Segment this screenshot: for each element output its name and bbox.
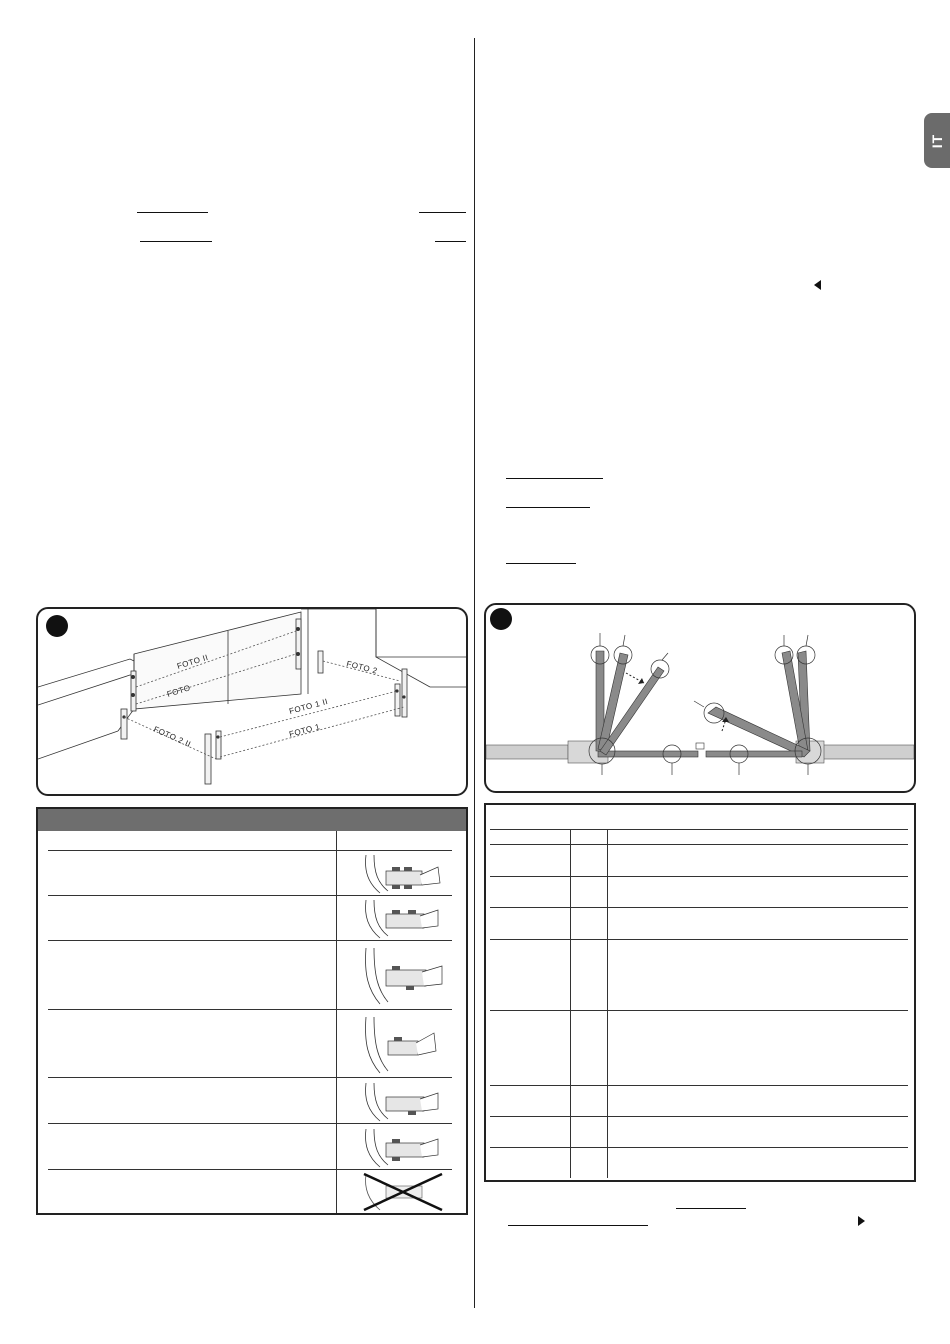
underline-mark: [419, 212, 466, 213]
table-row-line: [48, 1123, 452, 1124]
photocell-icon: [358, 898, 448, 940]
underline-mark: [506, 478, 603, 479]
table-row-line: [490, 1085, 908, 1086]
table-row-line: [490, 1116, 908, 1117]
table-row-line: [490, 844, 908, 845]
table-row-line: [490, 829, 908, 830]
table-row-line: [48, 1009, 452, 1010]
table-column-divider: [570, 829, 571, 1178]
underline-mark: [506, 507, 590, 508]
table-row-line: [48, 1169, 452, 1170]
beam-label: FOTO: [165, 683, 192, 699]
table-row-line: [490, 907, 908, 908]
photocell-icon: [358, 1127, 448, 1169]
underline-mark: [435, 241, 466, 242]
table-row-line: [48, 895, 452, 896]
table-column-divider: [607, 829, 608, 1178]
table-row-line: [490, 1010, 908, 1011]
beam-label: FOTO 2: [345, 659, 379, 676]
photocell-icon: [358, 946, 448, 1006]
table-row-line: [48, 1077, 452, 1078]
photocell-layout-figure: [36, 607, 468, 796]
table-row-line: [490, 876, 908, 877]
photocell-icon: [358, 853, 448, 895]
gate-leaves-drawing: [486, 605, 914, 791]
jumper-table: [36, 807, 468, 1215]
photocell-icon: [358, 1015, 448, 1075]
arrow-right-icon: [858, 1216, 865, 1226]
language-tab-label: IT: [929, 133, 945, 148]
language-tab[interactable]: [924, 113, 950, 168]
underline-mark: [506, 563, 576, 564]
underline-mark: [676, 1208, 746, 1209]
photocell-icon: [358, 1081, 448, 1123]
arrow-left-icon: [814, 280, 821, 290]
table-header: [38, 809, 466, 831]
gate-leaves-figure: [484, 603, 916, 793]
beam-label: FOTO II: [175, 652, 210, 671]
photocell-layout-drawing: [38, 609, 466, 794]
settings-table: [484, 803, 916, 1182]
beam-label: FOTO 2 II: [152, 724, 193, 750]
table-row-line: [490, 939, 908, 940]
beam-label: FOTO 1 II: [288, 696, 330, 716]
underline-mark: [137, 212, 208, 213]
cross-icon: [358, 1172, 448, 1212]
table-column-divider: [336, 831, 337, 1213]
table-row-line: [48, 940, 452, 941]
underline-mark: [508, 1225, 648, 1226]
beam-label: FOTO 1: [288, 722, 322, 739]
column-divider: [474, 38, 475, 1308]
underline-mark: [140, 241, 212, 242]
table-row-line: [48, 850, 452, 851]
table-row-line: [490, 1147, 908, 1148]
